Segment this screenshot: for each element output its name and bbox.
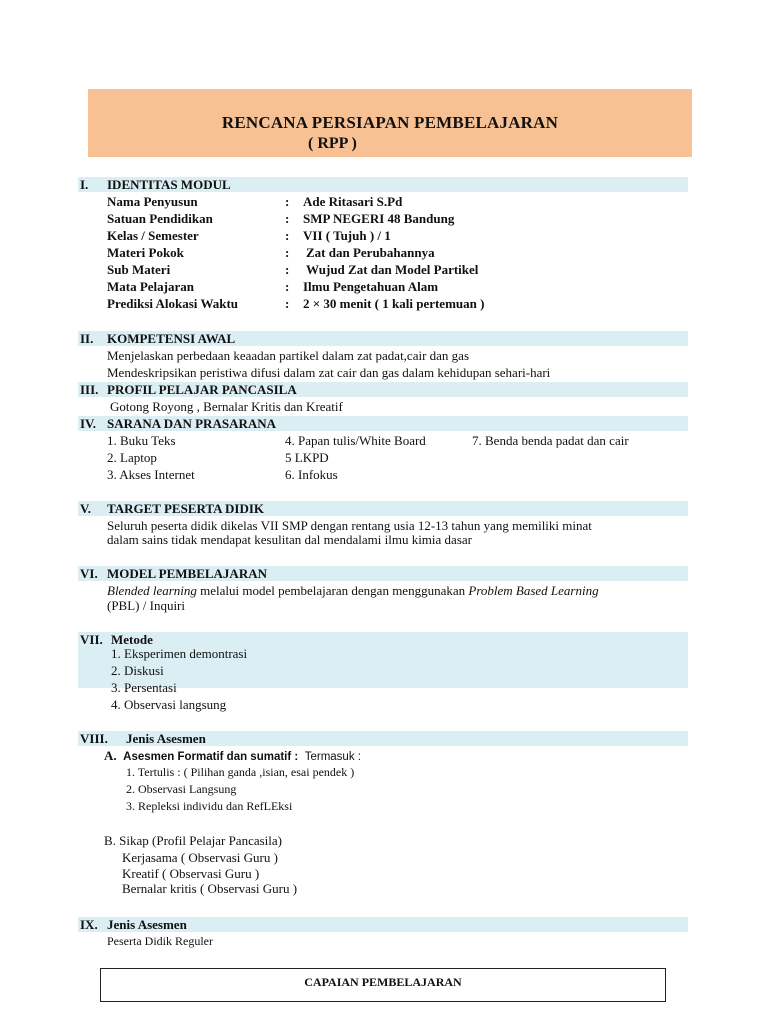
list-item: 3. Repleksi individu dan RefLEksi — [126, 799, 293, 813]
list-item: 1. Tertulis : ( Pilihan ganda ,isian, esai pendek ) — [126, 765, 355, 779]
list-item: 4. Papan tulis/White Board — [285, 433, 426, 448]
list-item: 2. Diskusi — [111, 663, 164, 678]
list-item: 6. Infokus — [285, 467, 338, 482]
field-label: Materi Pokok — [107, 245, 184, 260]
field-sep: : — [285, 296, 290, 311]
paragraph-line: Menjelaskan perbedaan keaadan partikel dalam zat padat,cair dan gas — [107, 348, 470, 363]
section-title-asesmen: Jenis Asesmen — [126, 731, 206, 746]
field-value: Zat dan Perubahannya — [306, 245, 435, 260]
field-value: Ade Ritasari S.Pd — [303, 194, 403, 209]
field-label: Sub Materi — [107, 262, 171, 277]
field-label: Nama Penyusun — [107, 194, 198, 209]
section-number: VII. — [80, 632, 103, 647]
list-item: 5 LKPD — [285, 450, 329, 465]
section-title-metode: Metode — [111, 632, 153, 647]
body-text: melalui model pembelajaran dengan menggunakan — [196, 583, 469, 598]
field-label: Mata Pelajaran — [107, 279, 195, 294]
subsection-label: A. — [104, 748, 117, 763]
list-item: 7. Benda benda padat dan cair — [472, 433, 629, 448]
field-label: Prediksi Alokasi Waktu — [107, 296, 239, 311]
list-item: Kerjasama ( Observasi Guru ) — [122, 850, 278, 865]
paragraph-line: Peserta Didik Reguler — [107, 934, 213, 948]
list-item: 4. Observasi langsung — [111, 697, 227, 712]
section-number: II. — [80, 331, 94, 346]
document-subtitle: ( RPP ) — [308, 135, 357, 152]
field-value: SMP NEGERI 48 Bandung — [303, 211, 455, 226]
list-item: 3. Akses Internet — [107, 467, 195, 482]
section-number: IV. — [80, 416, 97, 431]
field-label: Kelas / Semester — [107, 228, 199, 243]
field-sep: : — [285, 211, 290, 226]
section-number: I. — [80, 177, 89, 192]
section-number: III. — [80, 382, 99, 397]
paragraph-line: dalam sains tidak mendapat kesulitan dal mendalami ilmu kimia dasar — [107, 532, 472, 547]
subsection-b-title: B. Sikap (Profil Pelajar Pancasila) — [104, 833, 282, 848]
list-item: 1. Eksperimen demontrasi — [111, 646, 248, 661]
section-title-kompetensi: KOMPETENSI AWAL — [107, 331, 236, 346]
field-sep: : — [285, 245, 290, 260]
capaian-box — [100, 968, 666, 1002]
list-item: Bernalar kritis ( Observasi Guru ) — [122, 881, 298, 896]
section-number: IX. — [80, 917, 98, 932]
section-title-model: MODEL PEMBELAJARAN — [107, 566, 267, 581]
subsection-note: Termasuk : — [304, 751, 361, 763]
list-item: 2. Laptop — [107, 450, 157, 465]
field-value: Ilmu Pengetahuan Alam — [303, 279, 439, 294]
section-title-identitas: IDENTITAS MODUL — [107, 177, 231, 192]
list-item: 2. Observasi Langsung — [126, 782, 237, 796]
section-title-sarana: SARANA DAN PRASARANA — [107, 416, 277, 431]
paragraph-line: (PBL) / Inquiri — [107, 598, 185, 613]
field-label: Satuan Pendidikan — [107, 211, 213, 226]
emphasis-text: Blended learning — [107, 583, 197, 598]
section-number: VIII. — [80, 731, 108, 746]
field-value: VII ( Tujuh ) / 1 — [303, 228, 391, 243]
field-value: Wujud Zat dan Model Partikel — [306, 262, 479, 277]
paragraph-line: Seluruh peserta didik dikelas VII SMP dengan rentang usia 12-13 tahun yang memiliki minat — [107, 518, 592, 533]
emphasis-text: Problem Based Learning — [468, 583, 599, 598]
field-sep: : — [285, 194, 290, 209]
field-value: 2 × 30 menit ( 1 kali pertemuan ) — [303, 296, 485, 311]
section-number: V. — [80, 501, 91, 516]
capaian-title: CAPAIAN PEMBELAJARAN — [304, 975, 462, 989]
list-item: 1. Buku Teks — [107, 433, 176, 448]
list-item: 3. Persentasi — [111, 680, 177, 695]
paragraph-line: Mendeskripsikan peristiwa difusi dalam zat cair dan gas dalam kehidupan sehari-hari — [107, 365, 551, 380]
list-item: Kreatif ( Observasi Guru ) — [122, 866, 260, 881]
subsection-title: Asesmen Formatif dan sumatif : — [123, 751, 299, 763]
section-title-profil: PROFIL PELAJAR PANCASILA — [107, 382, 297, 397]
section-title-jenis-asesmen: Jenis Asesmen — [107, 917, 187, 932]
title-banner — [88, 89, 692, 157]
paragraph-line: Gotong Royong , Bernalar Kritis dan Kreatif — [110, 399, 343, 414]
field-sep: : — [285, 228, 290, 243]
field-sep: : — [285, 262, 290, 277]
field-sep: : — [285, 279, 290, 294]
section-title-target: TARGET PESERTA DIDIK — [107, 501, 265, 516]
document-title: RENCANA PERSIAPAN PEMBELAJARAN — [221, 113, 559, 132]
section-number: VI. — [80, 566, 98, 581]
